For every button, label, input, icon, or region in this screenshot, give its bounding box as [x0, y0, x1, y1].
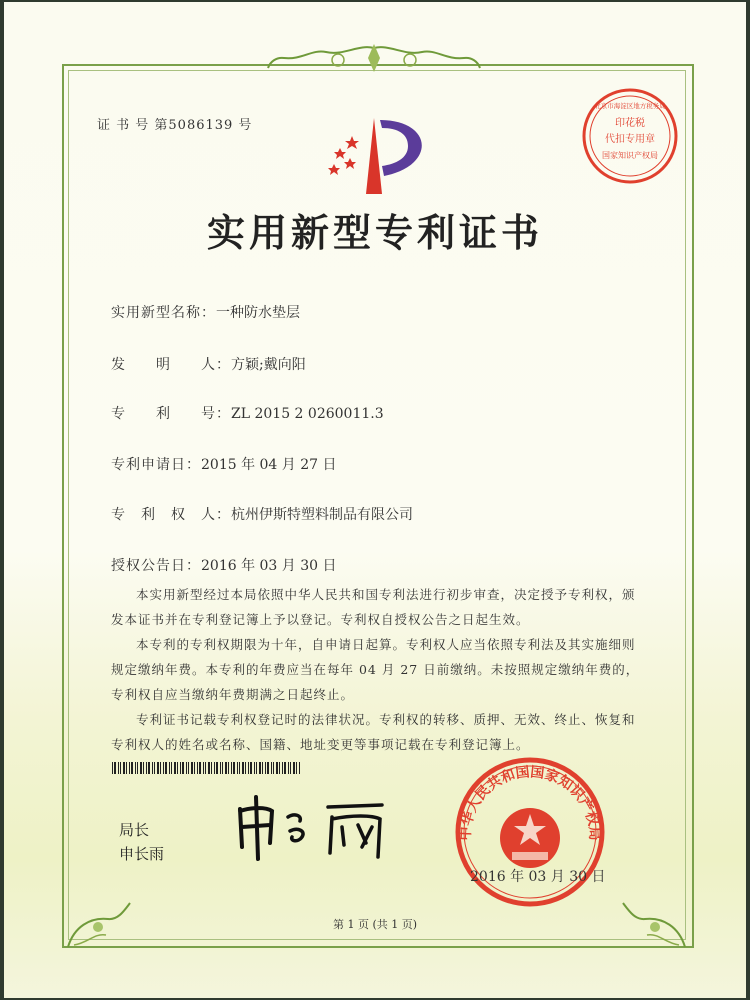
field-label: 实用新型名称：	[111, 305, 216, 321]
certificate-field	[111, 302, 300, 322]
field-label: 专 利 号：	[111, 406, 231, 422]
svg-text:印花税: 印花税	[615, 118, 645, 129]
field-label: 专利申请日：	[111, 457, 201, 473]
svg-text:北京市海淀区地方税务局: 北京市海淀区地方税务局	[594, 102, 666, 110]
tax-stamp-seal	[580, 86, 680, 186]
body-paragraph: 专利证书记载专利权登记时的法律状况。专利权的转移、质押、无效、终止、恢复和专利权人的姓名或名称、国籍、地址变更等事项记载在专利登记簿上。	[111, 712, 636, 752]
certificate-page	[4, 2, 746, 998]
field-label: 专 利 权 人：	[111, 507, 231, 523]
field-value: 2016 年 03 月 30 日	[201, 558, 337, 574]
svg-text:国家知识产权局: 国家知识产权局	[602, 151, 658, 160]
certificate-body	[111, 582, 645, 757]
field-value: 方颖;戴向阳	[231, 357, 306, 373]
field-value: 杭州伊斯特塑料制品有限公司	[231, 507, 413, 523]
field-value: 一种防水垫层	[216, 305, 300, 321]
seal-date: 2016 年 03 月 30 日	[470, 869, 606, 885]
top-ornament	[266, 42, 482, 78]
certificate-field	[111, 354, 306, 374]
certificate-number: 证 书 号 第5086139 号	[97, 118, 253, 133]
field-value: ZL 2015 2 0260011.3	[231, 406, 384, 422]
page-indicator: 第 1 页 (共 1 页)	[332, 918, 418, 931]
signatory-title: 局长	[119, 821, 150, 839]
handwritten-signature	[232, 787, 392, 867]
field-label: 发 明 人：	[111, 357, 231, 373]
barcode	[112, 762, 302, 774]
svg-text:代扣专用章: 代扣专用章	[605, 134, 655, 145]
certificate-field	[111, 454, 337, 474]
body-paragraph: 本专利的专利权期限为十年，自申请日起算。专利权人应当依照专利法及其实施细则规定缴纳年费。本专利的年费应当在每年 04 月 27 日前缴纳。未按照规定缴纳年费的，专利权自应当缴纳年费期满之日起终止。	[111, 637, 640, 702]
svg-text:中华人民共和国国家知识产权局: 中华人民共和国国家知识产权局	[457, 764, 603, 841]
certificate-field	[111, 555, 337, 575]
certificate-title: 实用新型专利证书	[206, 210, 543, 255]
certificate-field	[111, 403, 384, 423]
signatory-name: 申长雨	[119, 845, 165, 863]
field-value: 2015 年 04 月 27 日	[201, 457, 337, 473]
field-label: 授权公告日：	[111, 558, 201, 574]
certificate-field	[111, 504, 413, 524]
body-paragraph: 本实用新型经过本局依照中华人民共和国专利法进行初步审查，决定授予专利权，颁发本证书并在专利登记簿上予以登记。专利权自授权公告之日起生效。	[111, 587, 636, 627]
patent-office-logo-icon	[322, 114, 442, 196]
